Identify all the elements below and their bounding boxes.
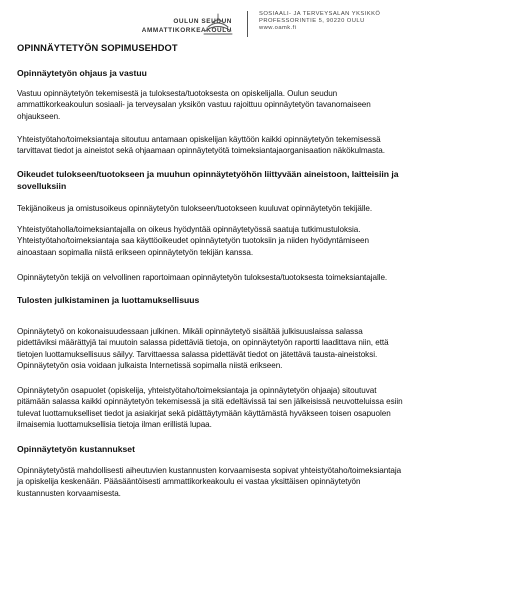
text-line: Yhteistyötaho/toimeksiantaja sitoutuu antamaan opiskelijan käyttöön kaikki opinnäytetyön tekemisessä xyxy=(17,135,381,144)
section-heading-julkistaminen: Tulosten julkistaminen ja luottamuksellisuus xyxy=(17,295,200,305)
paragraph-oikeudet-2 xyxy=(17,224,505,258)
text-line: Opinnäytetyön osapuolet (opiskelija, yhteistyötaho/toimeksiantaja ja opinnäytetyön ohjaaja) sitoutuvat xyxy=(17,386,377,395)
text-line: Yhteistyötaho/toimeksiantaja saa käyttöoikeudet opinnäytetyön tuotoksiin ja niiden hyödyntämiseen xyxy=(17,236,369,246)
text-line: ohjaukseen. xyxy=(17,111,61,121)
text-line: ja opiskelija keskenään. Pääsääntöisesti ammattikorkeakoulu ei vastaa yksittäisen opinnäytetyön xyxy=(17,477,361,487)
text-line: pitämään salassa kaikki opinnäytetyön tekemisessä ja sitä edeltävissä tai sen jälkeisissä neuvotteluissa esiin xyxy=(17,397,403,407)
org-name-line-1: OULUN SEUDUN xyxy=(173,18,232,25)
text-line: tietojen luottamuksellisuus säilyy. Tarvittaessa salassa pidettävät tiedot on jätettävä tausta-aineistoksi. xyxy=(17,349,378,359)
contact-line-1: SOSIAALI- JA TERVEYSALAN YKSIKKÖ xyxy=(259,11,381,17)
contact-line-2: PROFESSORINTIE 5, 90220 OULU xyxy=(259,18,365,25)
text-line: Vastuu opinnäytetyön tekemisestä ja tuloksesta/tuotoksesta on opiskelijalla. Oulun seudun xyxy=(17,89,338,98)
text-line: pidettäviksi määrättyjä tai muutoin salassa pidettäviä tietoja, on opinnäytetyön raportti laadittava niin, että xyxy=(17,338,389,348)
document-title: OPINNÄYTETYÖN SOPIMUSEHDOT xyxy=(17,43,178,53)
text-line: tulevat luottamukselliset tiedot ja asiakirjat sekä pidättäytymään käyttämästä hyväkseen toisen osapuolen xyxy=(17,408,391,418)
letterhead-divider xyxy=(247,11,248,37)
text-line: ammattikorkeakoulun sosiaali- ja terveysalan yksikön vastuu rajoittuu opinnäytetyön tavanomaiseen xyxy=(17,100,371,110)
paragraph-oikeudet-1 xyxy=(17,203,505,214)
paragraph-kustannukset-1 xyxy=(17,465,505,499)
text-line: kustannusten korvaamisesta. xyxy=(17,488,121,498)
heading-line: Oikeudet tulokseen/tuotokseen ja muuhun opinnäytetyöhön liittyvään aineistoon, laitteisiin ja xyxy=(17,169,399,179)
org-name-line-2: AMMATTIKORKEAKOULU xyxy=(141,27,232,34)
contact-info xyxy=(259,11,459,33)
text-line: Tekijänoikeus ja omistusoikeus opinnäytetyön tulokseen/tuotokseen kuuluvat opinnäytetyön tekijälle. xyxy=(17,204,373,213)
text-line: Yhteistyötaholla/toimeksiantajalla on oikeus hyödyntää opinnäytetyössä saatuja tutkimustuloksia. xyxy=(17,225,361,234)
text-line: ainoastaan sopimalla niistä erikseen opinnäytetyön tekijän kanssa. xyxy=(17,247,254,257)
paragraph-julkistaminen-2 xyxy=(17,385,505,431)
section-heading-oikeudet xyxy=(17,168,505,192)
text-line: Opinnäytetyön tekijä on velvollinen raportoimaan opinnäytetyön tuloksesta/tuotoksesta toimeksiantajalle. xyxy=(17,273,388,282)
section-heading-ohjaus: Opinnäytetyön ohjaus ja vastuu xyxy=(17,68,147,78)
oamk-logo-icon xyxy=(203,12,233,36)
text-line: tarvittavat tiedot ja aineistot sekä ohjaamaan opinnäytetyötä toimeksiantajaorganisaation näkökulmasta. xyxy=(17,146,385,156)
text-line: Opinnäytetyö on kokonaisuudessaan julkinen. Mikäli opinnäytetyö sisältää julkisuuslaissa salassa xyxy=(17,327,363,336)
paragraph-julkistaminen-1 xyxy=(17,326,505,372)
text-line: Opinnäytetyön osia voidaan julkaista Internetissä sopimalla niistä erikseen. xyxy=(17,361,283,371)
paragraph-ohjaus-1 xyxy=(17,88,505,122)
paragraph-ohjaus-2 xyxy=(17,134,505,157)
text-line: ilmaisemia luottamuksellisia tietoja ilman erillistä lupaa. xyxy=(17,420,212,430)
contact-line-3: www.oamk.fi xyxy=(259,25,297,32)
heading-line: sovelluksiin xyxy=(17,181,67,191)
section-heading-kustannukset: Opinnäytetyön kustannukset xyxy=(17,444,135,454)
paragraph-oikeudet-3 xyxy=(17,272,505,283)
text-line: Opinnäytetyöstä mahdollisesti aiheutuvien kustannusten korvaamisesta sopivat yhteistyötaho/toimeksiantaja xyxy=(17,466,402,475)
